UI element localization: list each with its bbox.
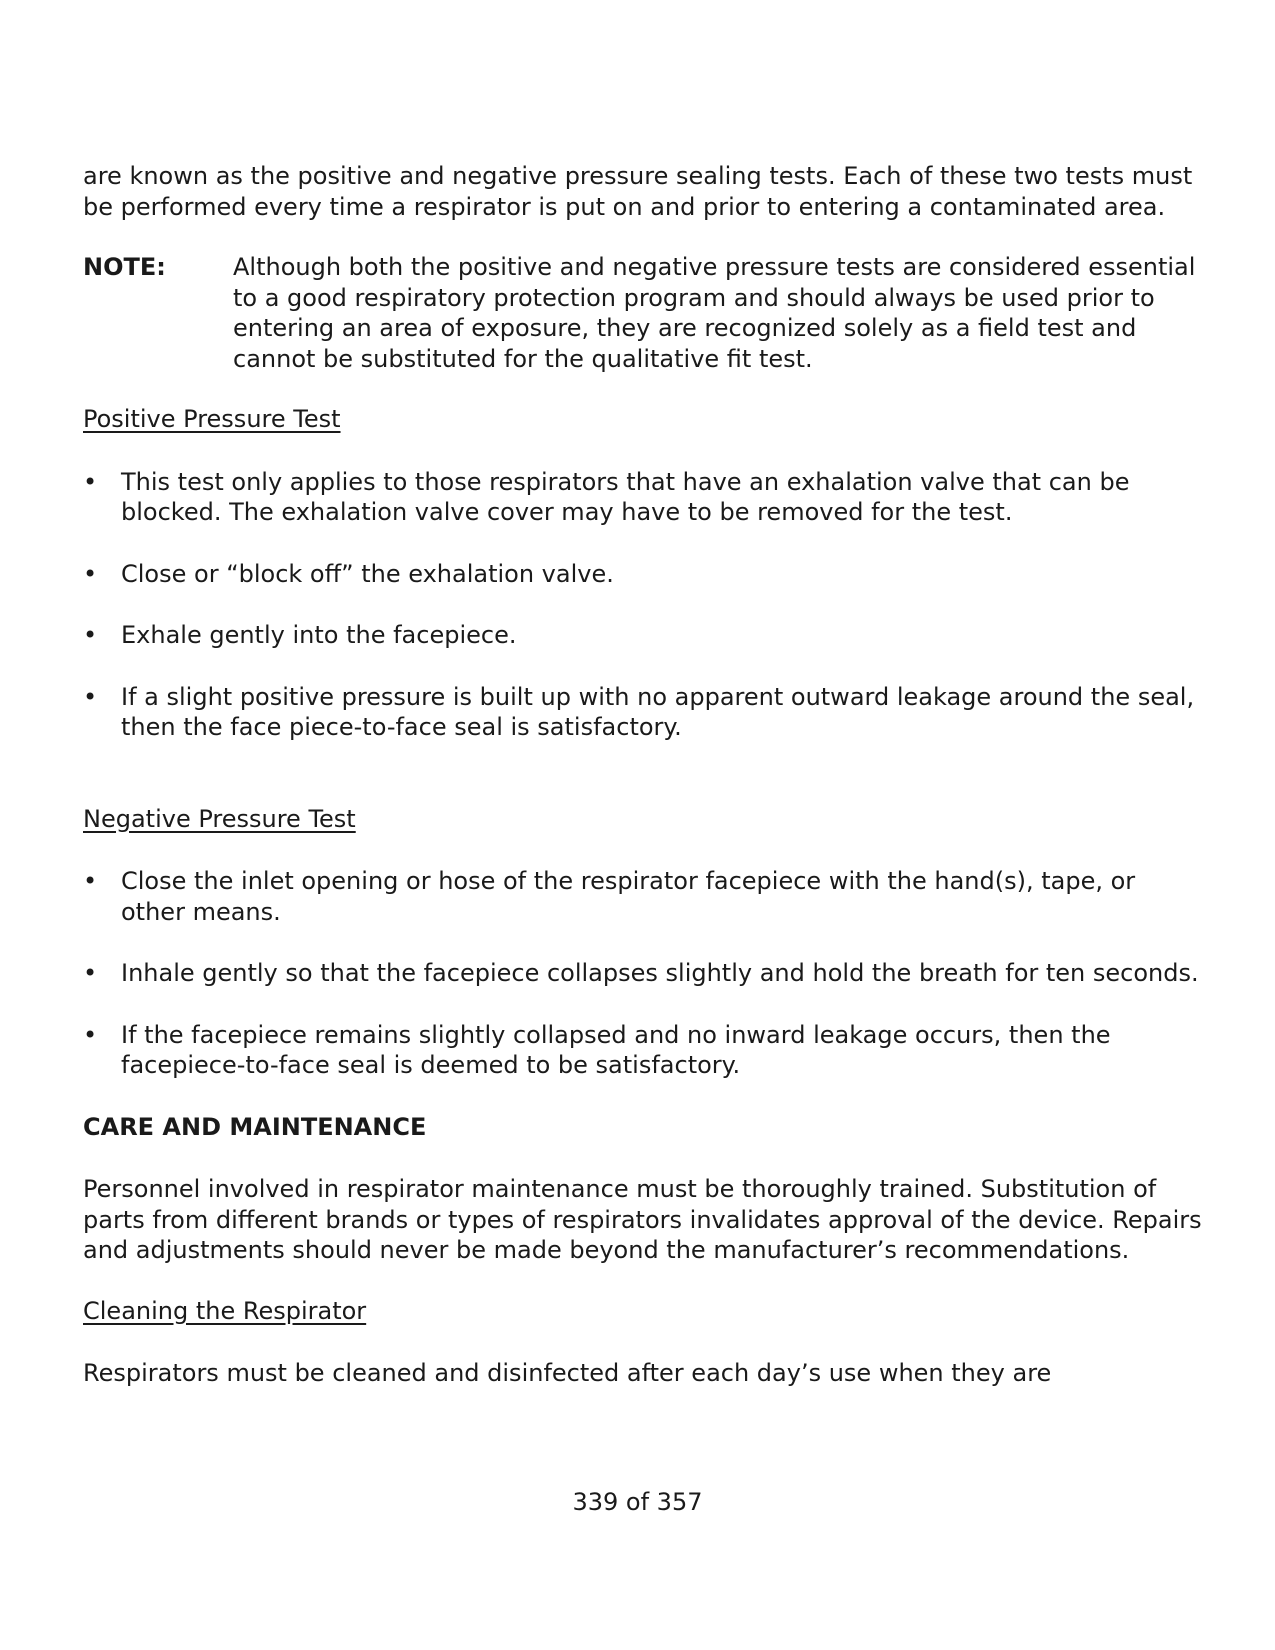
- care-maintenance-heading: CARE AND MAINTENANCE: [83, 1112, 427, 1141]
- care-paragraph: Personnel involved in respirator maintenance must be thoroughly trained. Substitution of parts from different brands or types of respirators invalidates approval of the device. Repairs and adjustments should never be made beyond the manufacturer’s recommendations.: [83, 1175, 1202, 1264]
- section-spacer: [83, 774, 1203, 804]
- positive-test-list: [83, 467, 1203, 743]
- bullet-icon: •: [83, 959, 98, 987]
- cleaning-paragraph: Respirators must be cleaned and disinfected after each day’s use when they are: [83, 1359, 1052, 1387]
- page-number: 339 of 357: [572, 1488, 703, 1516]
- bullet-icon: •: [83, 867, 98, 895]
- cleaning-heading: Cleaning the Respirator: [83, 1296, 367, 1325]
- bullet-icon: •: [83, 682, 98, 711]
- bullet-icon: •: [83, 467, 98, 496]
- bullet-icon: •: [83, 559, 98, 588]
- note-block: [83, 252, 1203, 374]
- list-item: [83, 620, 1203, 651]
- list-item-text: If a slight positive pressure is built up with no apparent outward leakage around the seal, then the face piece-to-face seal is satisfactory.: [121, 682, 1195, 741]
- bullet-icon: •: [83, 1020, 98, 1049]
- intro-paragraph: are known as the positive and negative pressure sealing tests. Each of these two tests must be performed every time a respirator is put on and prior to entering a contaminated area.: [83, 162, 1193, 221]
- bullet-icon: •: [83, 621, 98, 649]
- list-item-text: Close or “block off” the exhalation valve.: [121, 559, 614, 588]
- list-item-text: This test only applies to those respirators that have an exhalation valve that can be blocked. The exhalation valve cover may have to be removed for the test.: [121, 467, 1130, 526]
- list-item: [83, 866, 1203, 927]
- list-item: [83, 958, 1203, 989]
- list-item: [83, 682, 1203, 743]
- list-item-text: Inhale gently so that the facepiece collapses slightly and hold the breath for ten seconds.: [121, 959, 1199, 987]
- negative-test-list: [83, 866, 1203, 1081]
- list-item-text: Close the inlet opening or hose of the respirator facepiece with the hand(s), tape, or other means.: [121, 867, 1136, 926]
- negative-test-heading: Negative Pressure Test: [83, 804, 356, 833]
- note-text: Although both the positive and negative pressure tests are considered essential to a good respiratory protection program and should always be used prior to entering an area of exposure, they are recognized solely as a field test and cannot be substituted for the qualitative fit test.: [233, 253, 1196, 373]
- list-item-text: Exhale gently into the facepiece.: [121, 621, 517, 649]
- list-item: [83, 467, 1203, 528]
- positive-test-heading: Positive Pressure Test: [83, 405, 341, 433]
- document-body: [83, 161, 1203, 1389]
- list-item: [83, 1020, 1203, 1081]
- list-item-text: If the facepiece remains slightly collapsed and no inward leakage occurs, then the facepiece-to-face seal is deemed to be satisfactory.: [121, 1020, 1111, 1079]
- note-label: NOTE:: [83, 253, 166, 281]
- list-item: [83, 559, 1203, 590]
